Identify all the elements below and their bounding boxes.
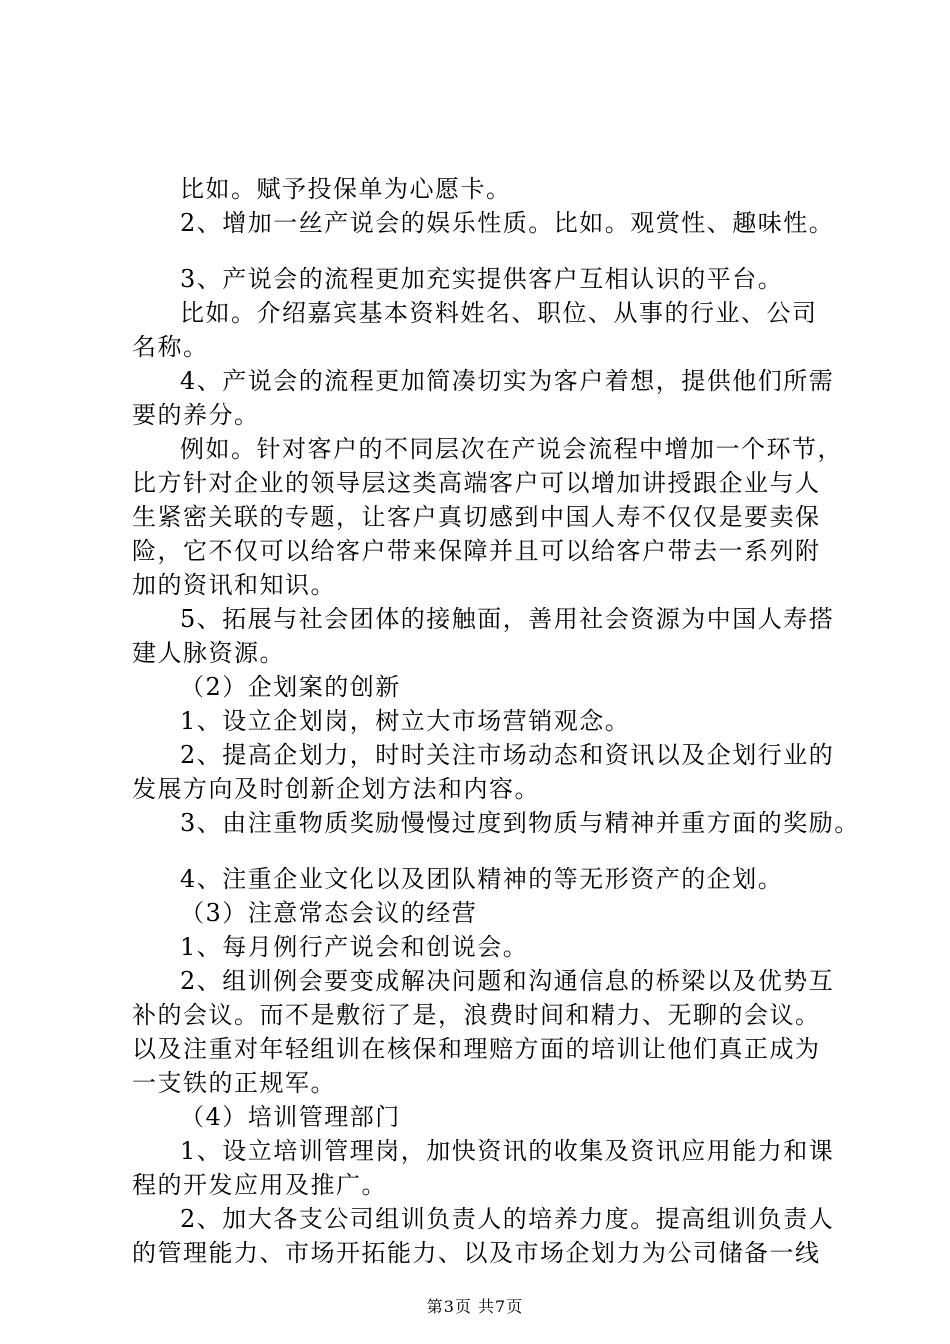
text-line: 5、拓展与社会团体的接触面，善用社会资源为中国人寿搭 xyxy=(180,605,835,633)
text-line: 比方针对企业的领导层这类高端客户可以增加讲授跟企业与人 xyxy=(132,469,821,497)
text-line: 2、增加一丝产说会的娱乐性质。比如。观赏性、趣味性。 xyxy=(180,209,835,237)
text-line: 险，它不仅可以给客户带来保障并且可以给客户带去一系列附 xyxy=(132,537,821,565)
text-line: 建人脉资源。 xyxy=(132,639,285,667)
text-line: 3、由注重物质奖励慢慢过度到物质与精神并重方面的奖励。 xyxy=(180,809,860,837)
text-line: 以及注重对年轻组训在核保和理赔方面的培训让他们真正成为 xyxy=(132,1035,821,1063)
text-line: 3、产说会的流程更加充实提供客户互相认识的平台。 xyxy=(180,265,784,293)
text-line: 2、组训例会要变成解决问题和沟通信息的桥梁以及优势互 xyxy=(180,967,835,995)
text-line: 一支铁的正规军。 xyxy=(132,1069,336,1097)
text-line: 补的会议。而不是敷衍了是，浪费时间和精力、无聊的会议。 xyxy=(132,1001,821,1029)
section-heading: （3）注意常态会议的经营 xyxy=(180,899,478,927)
text-line: 名称。 xyxy=(132,333,209,361)
section-heading: （2）企划案的创新 xyxy=(180,673,401,701)
text-line: 程的开发应用及推广。 xyxy=(132,1171,387,1199)
text-line: 1、设立培训管理岗，加快资讯的收集及资讯应用能力和课 xyxy=(180,1137,835,1165)
text-line: 2、提高企划力，时时关注市场动态和资讯以及企划行业的 xyxy=(180,741,835,769)
text-line: 发展方向及时创新企划方法和内容。 xyxy=(132,775,540,803)
text-line: 加的资讯和知识。 xyxy=(132,571,336,599)
page-number-footer: 第3页 共7页 xyxy=(426,1297,524,1316)
text-line: 例如。针对客户的不同层次在产说会流程中增加一个环节， xyxy=(180,435,843,463)
text-line: 4、注重企业文化以及团队精神的等无形资产的企划。 xyxy=(180,865,784,893)
text-line: 4、产说会的流程更加简凑切实为客户着想，提供他们所需 xyxy=(180,367,835,395)
text-line: 比如。介绍嘉宾基本资料姓名、职位、从事的行业、公司 xyxy=(180,299,818,327)
text-line: 要的养分。 xyxy=(132,401,260,429)
text-line: 1、每月例行产说会和创说会。 xyxy=(180,933,529,961)
text-line: 2、加大各支公司组训负责人的培养力度。提高组训负责人 xyxy=(180,1205,835,1233)
text-line: 的管理能力、市场开拓能力、以及市场企划力为公司储备一线 xyxy=(132,1239,821,1267)
text-line: 生紧密关联的专题，让客户真切感到中国人寿不仅仅是要卖保 xyxy=(132,503,821,531)
text-line: 1、设立企划岗，树立大市场营销观念。 xyxy=(180,707,631,735)
text-line: 比如。赋予投保单为心愿卡。 xyxy=(180,175,512,203)
section-heading: （4）培训管理部门 xyxy=(180,1103,401,1131)
